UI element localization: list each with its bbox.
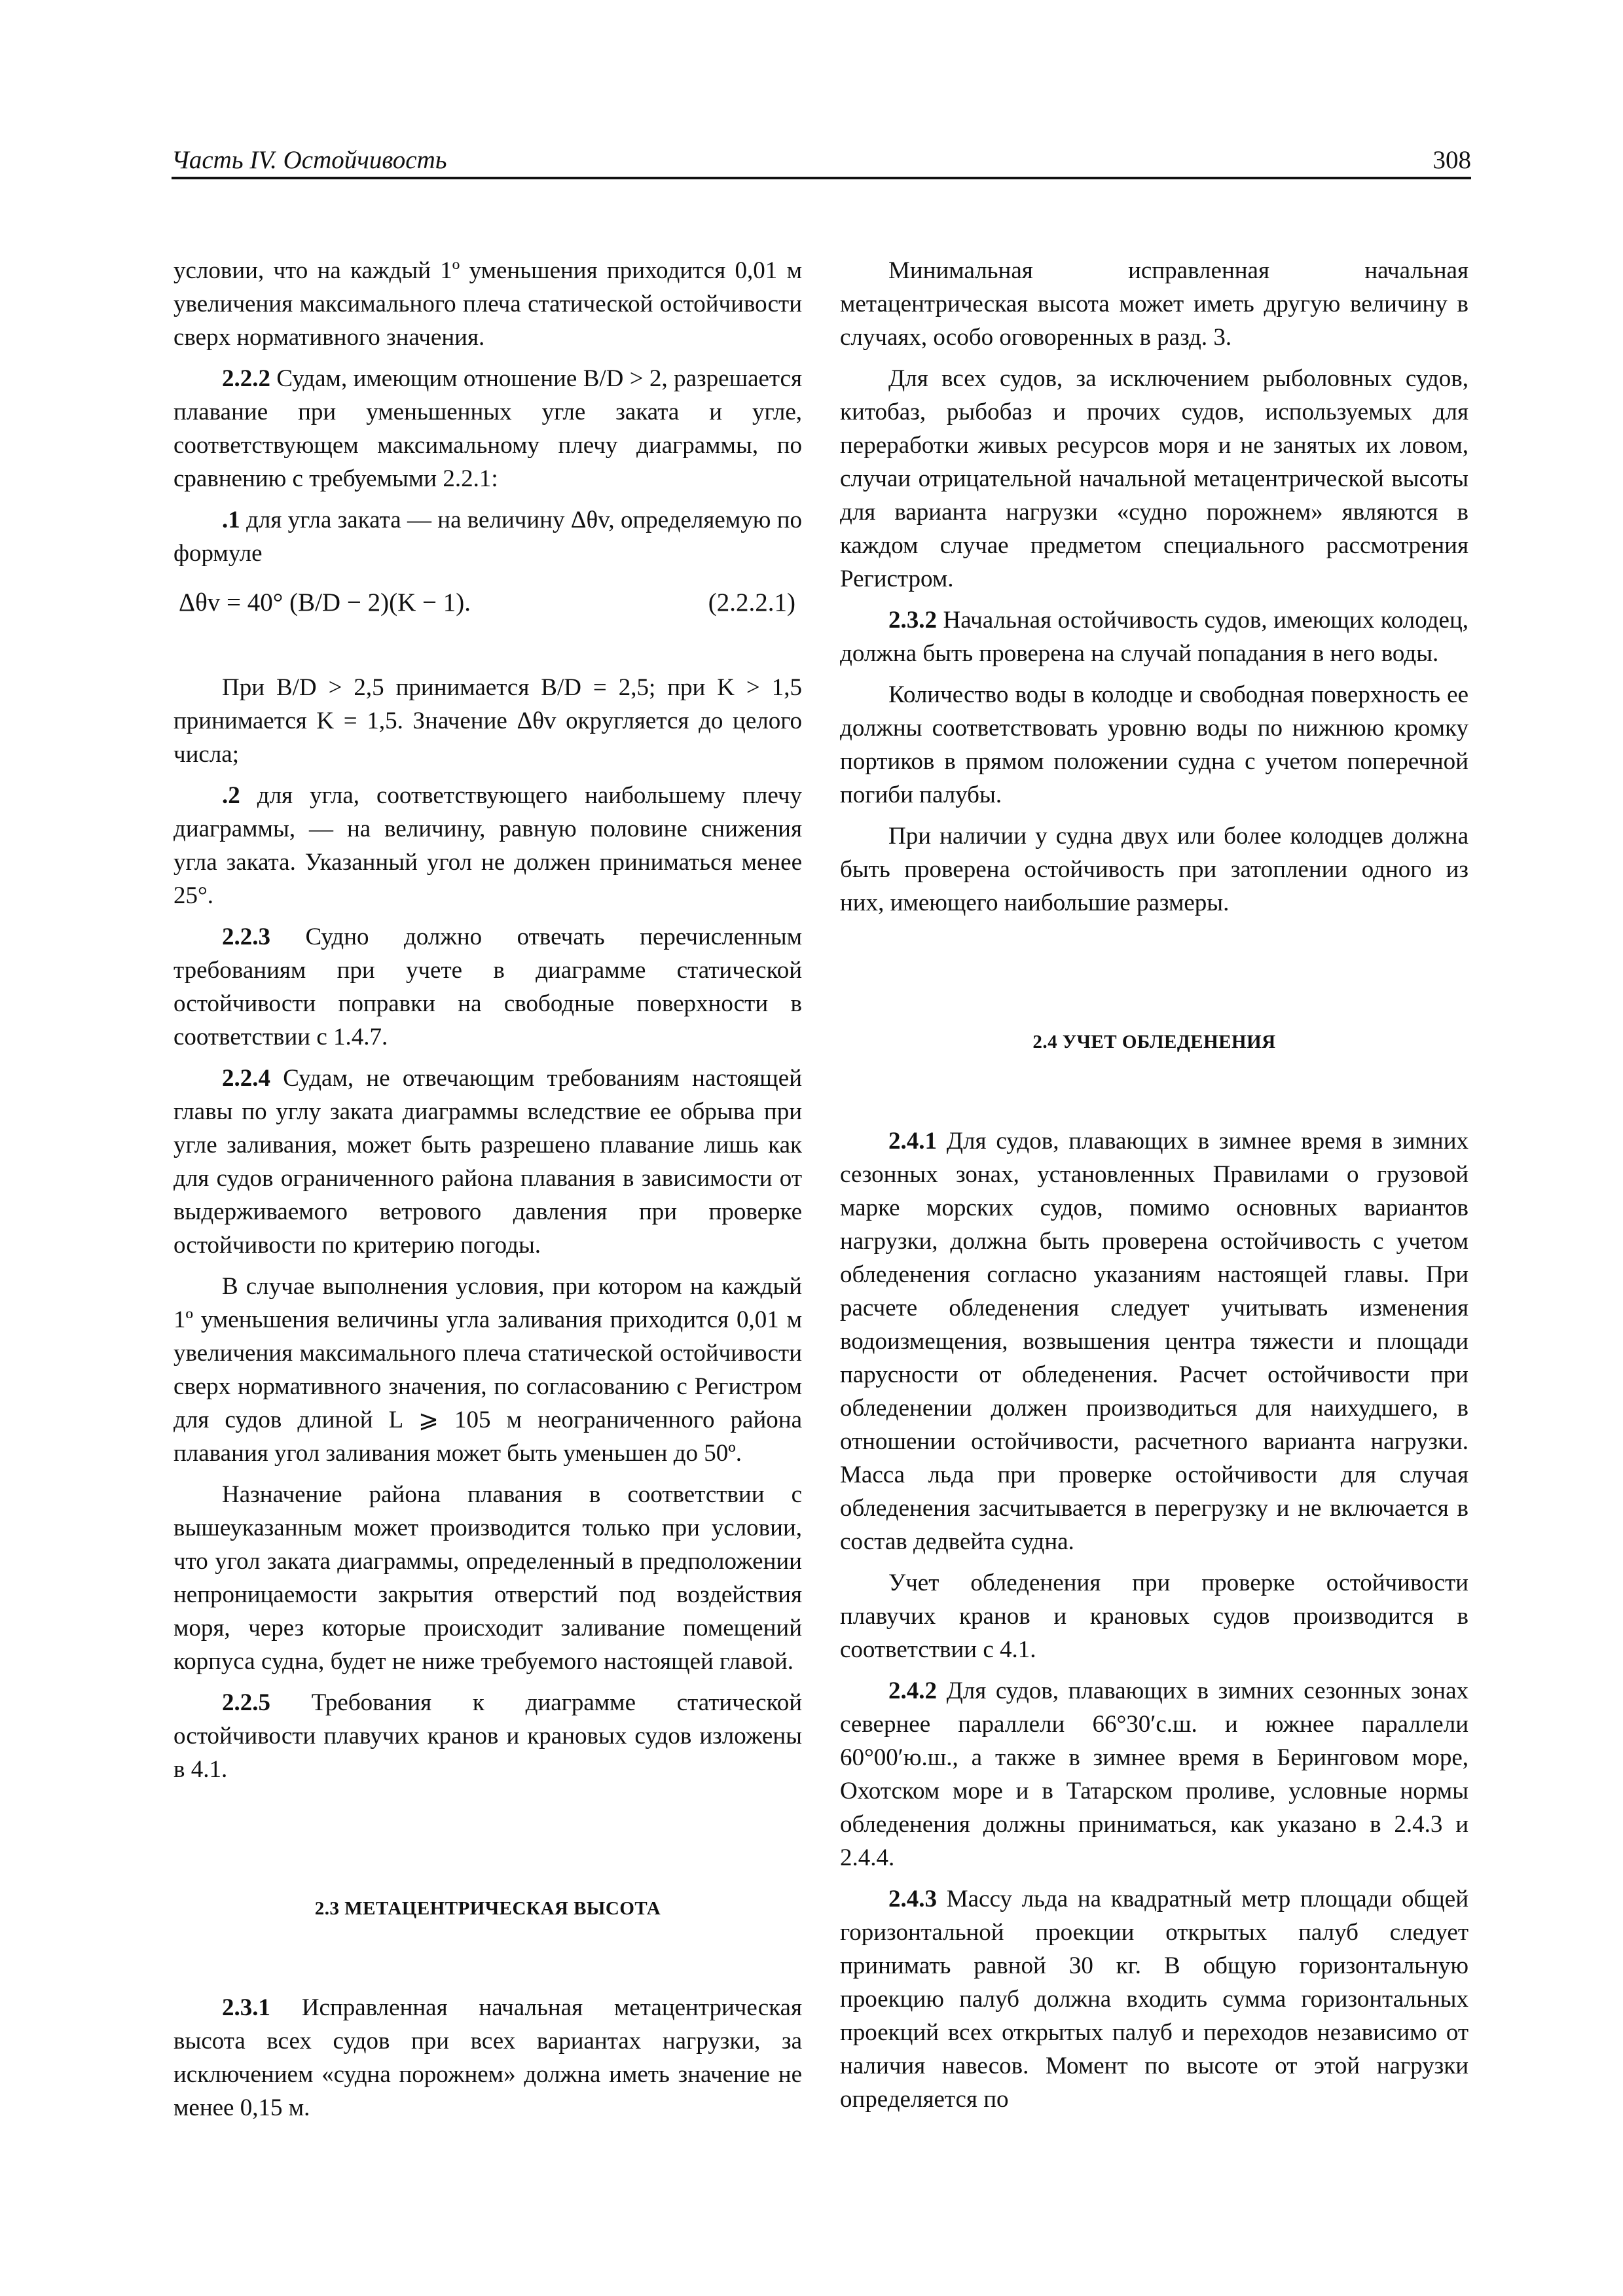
clause-number: 2.3.1	[222, 1994, 270, 2021]
paragraph-text: Начальная остойчивость судов, имеющих колодец, должна быть проверена на случай попадания в него воды.	[840, 607, 1468, 667]
header-rule	[172, 177, 1471, 179]
paragraph-2-2-3	[173, 920, 802, 1054]
paragraph-2-2-4	[173, 1062, 802, 1262]
paragraph-2-3-1	[173, 1991, 802, 2125]
paragraph-text: Для судов, плавающих в зимнее время в зимних сезонных зонах, установленных Правилами о грузовой марке морских судов, помимо основных вариантов нагрузки, должна быть проверена остойчивость с учетом обледенения согласно указаниям настоящей главы. При расчете обледенения следует учитывать изменения водоизмещения, возвышения центра тяжести и площади парусности от обледенения. Расчет остойчивости при обледенении должен производиться для наихудшего, в отношении остойчивости, расчетного варианта нагрузки. Масса льда при проверке остойчивости для случая обледенения засчитывается в перегрузку и не включается в состав дедвейта судна.	[840, 1128, 1468, 1555]
right-column	[840, 254, 1468, 2124]
spacer	[173, 1926, 802, 1991]
clause-number: 2.4.1	[888, 1128, 937, 1155]
paragraph-text: для угла заката — на величину Δθv, определяемую по формуле	[173, 507, 802, 567]
paragraph: Количество воды в колодце и свободная поверхность ее должны соответствовать уровню воды по нижнюю кромку портиков в прямом положении судна с учетом поперечной погиби палубы.	[840, 681, 1468, 808]
paragraph-text: Для судов, плавающих в зимних сезонных зонах севернее параллели 66°30′с.ш. и южнее параллели 60°00′ю.ш., а также в зимнее время в Беринговом море, Охотском море и в Татарском проливе, условные нормы обледенения должны приниматься, как указано в 2.4.3 и 2.4.4.	[840, 1677, 1468, 1871]
paragraph-2-2-5	[173, 1686, 802, 1786]
clause-number: .2	[222, 782, 240, 809]
section-title-2-4: 2.4 УЧЕТ ОБЛЕДЕНЕНИЯ	[1032, 1031, 1276, 1052]
paragraph: Для всех судов, за исключением рыболовных судов, китобаз, рыбобаз и прочих судов, используемых для переработки живых ресурсов моря и не занятых их ловом, случаи отрицательной начальной метацентрической высоты для варианта нагрузки «судно порожнем» являются в каждом случае предметом специального рассмотрения Регистром.	[840, 365, 1468, 592]
clause-number: 2.2.5	[222, 1689, 270, 1716]
paragraph-2-3-2	[840, 603, 1468, 670]
paragraph: условии, что на каждый 1º уменьшения приходится 0,01 м увеличения максимального плеча статической остойчивости сверх нормативного значения.	[173, 257, 802, 351]
paragraph-2-2-2-2	[173, 779, 802, 912]
paragraph: При B/D > 2,5 принимается B/D = 2,5; при K > 1,5 принимается K = 1,5. Значение Δθv округляется до целого числа;	[173, 674, 802, 768]
formula-2-2-2-1	[173, 578, 802, 645]
paragraph-text: Требования к диаграмме статической остойчивости плавучих кранов и крановых судов изложены в 4.1.	[173, 1689, 802, 1783]
clause-number: 2.4.2	[888, 1677, 937, 1704]
spacer	[840, 927, 1468, 1026]
paragraph-text: Массу льда на квадратный метр площади общей горизонтальной проекции открытых палуб следует принимать равной 30 кг. В общую горизонтальную проекцию палуб должна входить сумма горизонтальных проекций всех открытых палуб и переходов независимо от наличия навесов. Момент по высоте от этой нагрузки определяется по	[840, 1886, 1468, 2113]
paragraph-2-4-2	[840, 1674, 1468, 1874]
paragraph-text: Судам, имеющим отношение B/D > 2, разрешается плавание при уменьшенных угле заката и угле, соответствующем максимальному плечу диаграммы, по сравнению с требуемыми 2.2.1:	[173, 365, 802, 492]
formula-number: (2.2.2.1)	[708, 588, 795, 617]
paragraph-text: Исправленная начальная метацентрическая высота всех судов при всех вариантах нагрузки, за исключением «судна порожнем» должна иметь значение не менее 0,15 м.	[173, 1994, 802, 2121]
section-title-2-3: 2.3 МЕТАЦЕНТРИЧЕСКАЯ ВЫСОТА	[314, 1898, 661, 1919]
formula-expression: Δθv = 40° (B/D − 2)(K − 1).	[179, 588, 471, 617]
clause-number: 2.2.4	[222, 1065, 270, 1092]
spacer	[840, 1059, 1468, 1124]
paragraph-text: Судам, не отвечающим требованиям настоящей главы по углу заката диаграммы вследствие ее обрыва при угле заливания, может быть разрешено плавание лишь как для судов ограниченного района плавания в зависимости от выдерживаемого ветрового давления при проверке остойчивости по критерию погоды.	[173, 1065, 802, 1259]
clause-number: 2.4.3	[888, 1886, 937, 1912]
paragraph: В случае выполнения условия, при котором на каждый 1º уменьшения величины угла заливания приходится 0,01 м увеличения максимального плеча статической остойчивости сверх нормативного значения, по согласованию с Регистром для судов длиной L ⩾ 105 м неограниченного района плавания угол заливания может быть уменьшен до 50º.	[173, 1273, 802, 1467]
clause-number: 2.3.2	[888, 607, 937, 634]
paragraph-2-2-2-1	[173, 503, 802, 570]
spacer	[173, 1794, 802, 1892]
paragraph: При наличии у судна двух или более колодцев должна быть проверена остойчивость при затоплении одного из них, имеющего наибольшие размеры.	[840, 823, 1468, 916]
paragraph-2-2-2	[173, 362, 802, 495]
paragraph: Минимальная исправленная начальная метацентрическая высота может иметь другую величину в случаях, особо оговоренных в разд. 3.	[840, 257, 1468, 351]
paragraph-text: Судно должно отвечать перечисленным требованиям при учете в диаграмме статической остойчивости поправки на свободные поверхности в соответствии с 1.4.7.	[173, 924, 802, 1050]
clause-number: 2.2.3	[222, 924, 270, 950]
clause-number: 2.2.2	[222, 365, 270, 392]
paragraph: Учет обледенения при проверке остойчивости плавучих кранов и крановых судов производится в соответствии с 4.1.	[840, 1570, 1468, 1663]
page-number: 308	[1432, 146, 1471, 174]
running-title: Часть IV. Остойчивость	[172, 146, 447, 174]
clause-number: .1	[222, 507, 240, 533]
paragraph: Назначение района плавания в соответствии с вышеуказанным может производится только при условии, что угол заката диаграммы, определенный в предположении непроницаемости закрытия отверстий под воздействия моря, через которые происходит заливание помещений корпуса судна, будет не ниже требуемого настоящей главой.	[173, 1481, 802, 1675]
paragraph-2-4-3	[840, 1882, 1468, 2116]
paragraph-text: для угла, соответствующего наибольшему плечу диаграммы, — на величину, равную половине снижения угла заката. Указанный угол не должен приниматься менее 25°.	[173, 782, 802, 909]
left-column	[173, 254, 802, 2132]
paragraph-2-4-1	[840, 1124, 1468, 1558]
